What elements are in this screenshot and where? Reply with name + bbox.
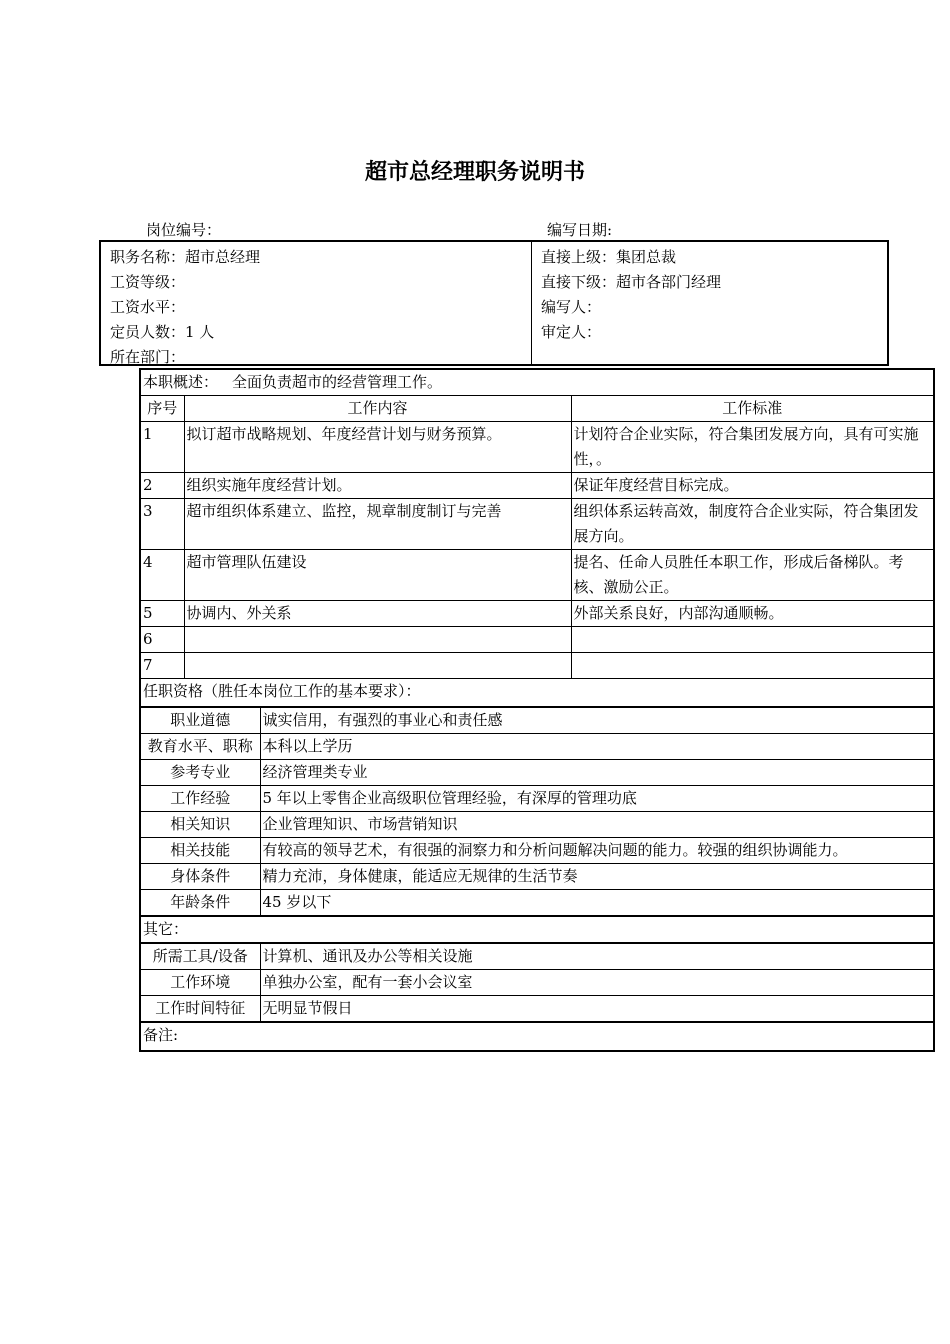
qualifications-header-row	[140, 679, 934, 708]
qualification-value: 本科以上学历	[260, 734, 934, 760]
document-title: 超市总经理职务说明书	[364, 160, 585, 185]
duty-row	[140, 653, 934, 679]
qualification-row	[140, 760, 934, 786]
col-header-content: 工作内容	[184, 396, 571, 422]
qualification-value: 诚实信用，有强烈的事业心和责任感	[260, 707, 934, 734]
duty-no: 3	[140, 499, 184, 550]
qualification-value: 精力充沛，身体健康，能适应无规律的生活节奏	[260, 864, 934, 890]
qualification-label: 教育水平、职称	[140, 734, 260, 760]
salary-grade-line: 工资等级：	[110, 273, 186, 291]
duty-standard: 组织体系运转高效，制度符合企业实际，符合集团发展方向。	[571, 499, 934, 550]
duty-content: 组织实施年度经营计划。	[184, 473, 571, 499]
duty-content: 超市组织体系建立、监控，规章制度制订与完善	[184, 499, 571, 550]
author-line: 编写人：	[541, 298, 602, 316]
qualification-value: 有较高的领导艺术，有很强的洞察力和分析问题解决问题的能力。较强的组织协调能力。	[260, 838, 934, 864]
qualification-value: 企业管理知识、市场营销知识	[260, 812, 934, 838]
duty-standard: 保证年度经营目标完成。	[571, 473, 934, 499]
qualification-label: 工作经验	[140, 786, 260, 812]
other-row	[140, 996, 934, 1023]
duty-no: 2	[140, 473, 184, 499]
duty-content: 超市管理队伍建设	[184, 550, 571, 601]
direct-superior-line: 直接上级：集团总裁	[541, 248, 677, 266]
direct-subordinate-line: 直接下级：超市各部门经理	[541, 273, 722, 291]
qualification-label: 相关知识	[140, 812, 260, 838]
headcount-line: 定员人数：1 人	[110, 323, 215, 341]
duty-standard	[571, 627, 934, 653]
other-item-value: 单独办公室，配有一套小会议室	[260, 970, 934, 996]
write-date-label: 编写日期:	[547, 221, 613, 239]
duty-no: 5	[140, 601, 184, 627]
summary-label: 本职概述：	[143, 373, 219, 391]
basic-info-left	[110, 245, 260, 370]
qualification-row	[140, 786, 934, 812]
qualification-row	[140, 838, 934, 864]
remarks-label: 备注:	[140, 1022, 934, 1051]
summary-text: 全面负责超市的经营管理工作。	[232, 373, 443, 391]
other-item-label: 工作环境	[140, 970, 260, 996]
other-item-value: 无明显节假日	[260, 996, 934, 1023]
duty-standard: 计划符合企业实际，符合集团发展方向，具有可实施性，。	[571, 422, 934, 473]
other-header-row	[140, 916, 934, 943]
duty-no: 1	[140, 422, 184, 473]
department-line: 所在部门：	[110, 348, 186, 366]
qualification-row	[140, 734, 934, 760]
qualifications-label: 任职资格（胜任本岗位工作的基本要求）：	[140, 679, 934, 708]
qualification-row	[140, 812, 934, 838]
other-item-value: 计算机、通讯及办公等相关设施	[260, 943, 934, 970]
duty-content: 协调内、外关系	[184, 601, 571, 627]
duty-content	[184, 653, 571, 679]
salary-level-line: 工资水平：	[110, 298, 186, 316]
basic-info-right	[541, 245, 721, 345]
remarks-row	[140, 1022, 934, 1051]
duty-content	[184, 627, 571, 653]
job-title-line: 职务名称：超市总经理	[110, 248, 261, 266]
qualification-label: 职业道德	[140, 707, 260, 734]
col-header-standard: 工作标准	[571, 396, 934, 422]
duty-row	[140, 473, 934, 499]
qualification-label: 身体条件	[140, 864, 260, 890]
basic-info-box	[99, 240, 889, 366]
duty-standard: 提名、任命人员胜任本职工作，形成后备梯队。考核、激励公正。	[571, 550, 934, 601]
duty-row	[140, 499, 934, 550]
qualification-row	[140, 864, 934, 890]
other-row	[140, 943, 934, 970]
duties-header-row	[140, 396, 934, 422]
qualification-value: 经济管理类专业	[260, 760, 934, 786]
duty-standard: 外部关系良好，内部沟通顺畅。	[571, 601, 934, 627]
summary-row	[140, 369, 934, 396]
post-number-label: 岗位编号：	[146, 221, 222, 239]
other-item-label: 所需工具/设备	[140, 943, 260, 970]
duty-no: 4	[140, 550, 184, 601]
other-item-label: 工作时间特征	[140, 996, 260, 1023]
qualification-label: 相关技能	[140, 838, 260, 864]
qualification-value: 5 年以上零售企业高级职位管理经验，有深厚的管理功底	[260, 786, 934, 812]
job-description-table	[139, 368, 935, 1052]
summary-cell	[140, 369, 934, 396]
col-header-no: 序号	[140, 396, 184, 422]
duty-row	[140, 601, 934, 627]
duty-no: 7	[140, 653, 184, 679]
qualification-row	[140, 890, 934, 917]
duty-row	[140, 550, 934, 601]
approver-line: 审定人：	[541, 323, 602, 341]
duty-content: 拟订超市战略规划、年度经营计划与财务预算。	[184, 422, 571, 473]
basic-info-divider	[531, 242, 532, 364]
qualification-row	[140, 707, 934, 734]
qualification-label: 参考专业	[140, 760, 260, 786]
other-label: 其它：	[140, 916, 934, 943]
duty-no: 6	[140, 627, 184, 653]
duty-standard	[571, 653, 934, 679]
duty-row	[140, 422, 934, 473]
qualification-label: 年龄条件	[140, 890, 260, 917]
duty-row	[140, 627, 934, 653]
qualification-value: 45 岁以下	[260, 890, 934, 917]
other-row	[140, 970, 934, 996]
